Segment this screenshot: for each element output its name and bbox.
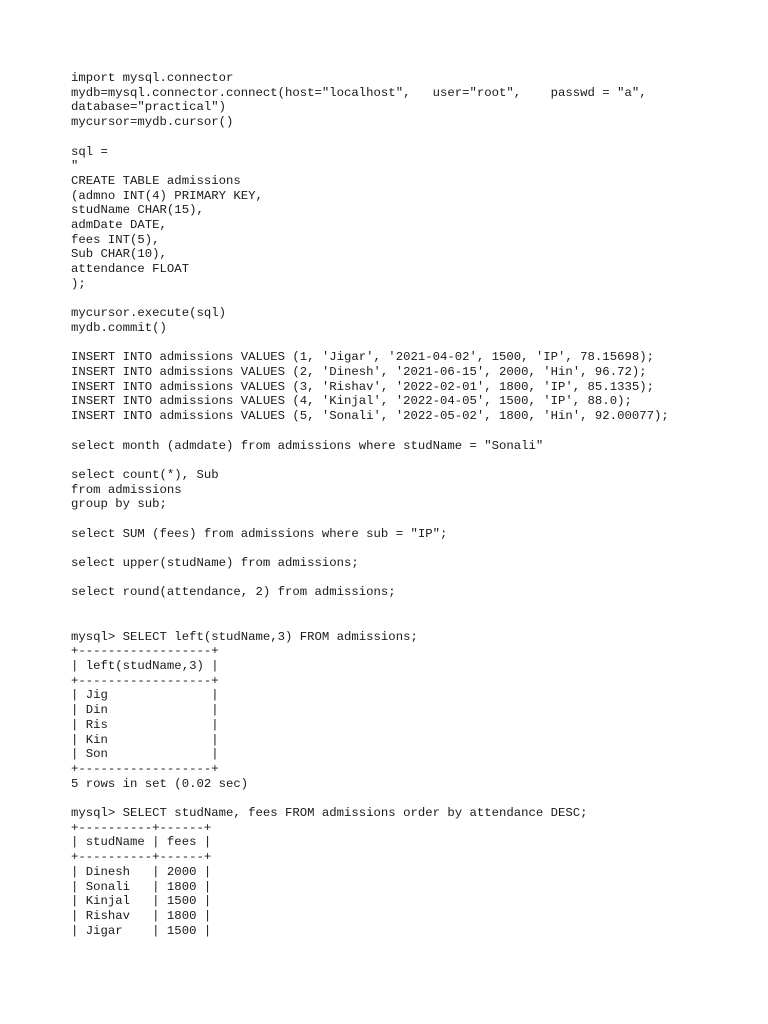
document-page bbox=[71, 71, 748, 938]
spacer bbox=[71, 292, 748, 307]
spacer bbox=[71, 130, 748, 145]
query-round: select round(attendance, 2) from admissions; bbox=[71, 585, 396, 600]
spacer bbox=[71, 791, 748, 806]
spacer bbox=[71, 571, 748, 586]
spacer bbox=[71, 453, 748, 468]
output-left-query: mysql> SELECT left(studName,3) FROM admissions; +------------------+ | left(studName,3) | +------------------+ | Jig | | Din | | Ris | | Kin | | Son | +------------------+ 5 rows in set (0.02 sec) bbox=[71, 629, 418, 791]
query-count: select count(*), Sub from admissions group by sub; bbox=[71, 467, 219, 512]
query-month: select month (admdate) from admissions where studName = "Sonali" bbox=[71, 438, 544, 453]
spacer bbox=[71, 512, 748, 527]
spacer bbox=[71, 541, 748, 556]
output-order-query: mysql> SELECT studName, fees FROM admissions order by attendance DESC; +----------+------+ | studName | fees | +----------+------+ | Dinesh | 2000 | | Sonali | 1800 | | Kinjal | 1500 | | Rishav | 1800 | | Jigar | 1500 | bbox=[71, 806, 588, 938]
spacer bbox=[71, 600, 748, 629]
spacer bbox=[71, 424, 748, 439]
connection-code: import mysql.connector mydb=mysql.connector.connect(host="localhost", user="root", passwd = "a", database="practical") mycursor=mydb.cursor() bbox=[71, 71, 647, 130]
insert-statements: INSERT INTO admissions VALUES (1, 'Jigar', '2021-04-02', 1500, 'IP', 78.15698); INSERT INTO admissions VALUES (2, 'Dinesh', '2021-06-15', 2000, 'Hin', 96.72); INSERT INTO admissions VALUES (3, 'Rishav', '2022-02-01', 1800, 'IP', 85.1335); INSERT INTO admissions VALUES (4, 'Kinjal', '2022-04-05', 1500, 'IP', 88.0); INSERT INTO admissions VALUES (5, 'Sonali', '2022-05-02', 1800, 'Hin', 92.00077); bbox=[71, 350, 669, 424]
create-table-code: sql = " CREATE TABLE admissions (admno INT(4) PRIMARY KEY, studName CHAR(15), admDate DATE, fees INT(5), Sub CHAR(10), attendance FLOAT ); bbox=[71, 144, 263, 291]
query-upper: select upper(studName) from admissions; bbox=[71, 556, 359, 571]
spacer bbox=[71, 336, 748, 351]
execute-code: mycursor.execute(sql) mydb.commit() bbox=[71, 306, 226, 335]
query-sum: select SUM (fees) from admissions where sub = "IP"; bbox=[71, 526, 448, 541]
